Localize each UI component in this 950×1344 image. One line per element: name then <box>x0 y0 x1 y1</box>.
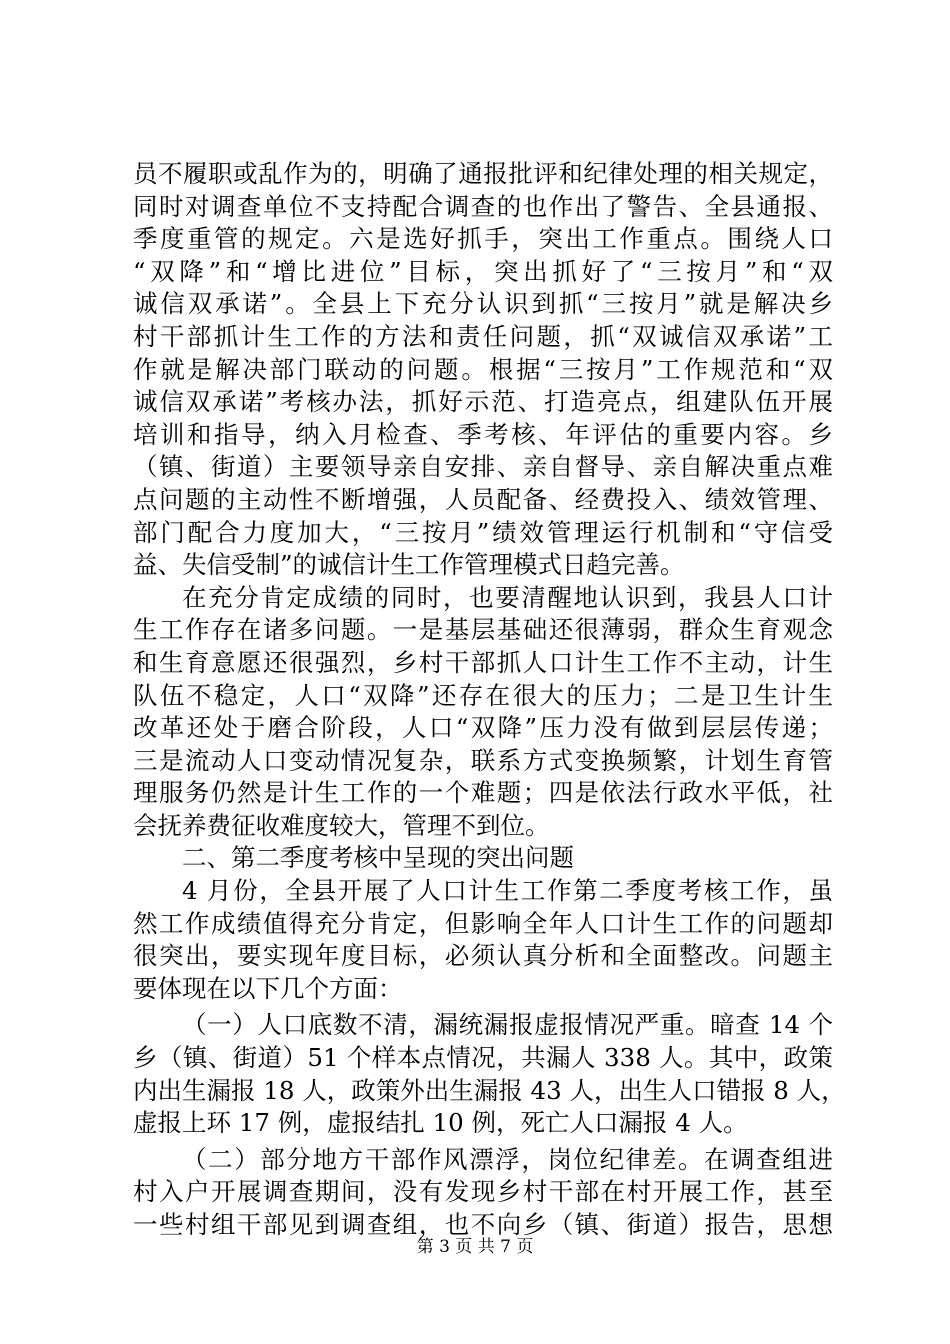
text-line: 诚信双承诺”。全县上下充分认识到抓“三按月”就是解决乡 <box>133 289 833 319</box>
text-line: 部门配合力度加大，“三按月”绩效管理运行机制和“守信受 <box>133 517 833 547</box>
text-line: 三是流动人口变动情况复杂，联系方式变换频繁，计划生育管 <box>133 745 833 775</box>
text-line: 培训和指导，纳入月检查、季考核、年评估的重要内容。乡 <box>133 419 833 449</box>
text-line: 作就是解决部门联动的问题。根据“三按月”工作规范和“双 <box>133 354 833 384</box>
text-line: 诚信双承诺”考核办法，抓好示范、打造亮点，组建队伍开展 <box>133 387 833 417</box>
text-line: 乡（镇、街道）51 个样本点情况，共漏人 338 人。其中，政策 <box>133 1043 833 1073</box>
text-line: （镇、街道）主要领导亲自安排、亲自督导、亲自解决重点难 <box>133 452 833 482</box>
text-line: 季度重管的规定。六是选好抓手，突出工作重点。围绕人口 <box>133 224 833 254</box>
text-line: 村入户开展调查期间，没有发现乡村干部在村开展工作，甚至 <box>133 1177 833 1207</box>
paragraph-first-line: 在充分肯定成绩的同时，也要清醒地认识到，我县人口计 <box>182 582 833 612</box>
text-line: 村干部抓计生工作的方法和责任问题，抓“双诚信双承诺”工 <box>133 321 833 351</box>
text-line: 然工作成绩值得充分肯定，但影响全年人口计生工作的问题却 <box>133 908 833 938</box>
section-heading: 二、第二季度考核中呈现的突出问题 <box>182 843 574 873</box>
text-line: 生工作存在诸多问题。一是基层基础还很薄弱，群众生育观念 <box>133 615 833 645</box>
paragraph-first-line: （二）部分地方干部作风漂浮，岗位纪律差。在调查组进 <box>182 1144 833 1174</box>
text-line: 理服务仍然是计生工作的一个难题；四是依法行政水平低，社 <box>133 778 833 808</box>
text-line: 很突出，要实现年度目标，必须认真分析和全面整改。问题主 <box>133 941 833 971</box>
text-line: “双降”和“增比进位”目标，突出抓好了“三按月”和“双 <box>133 256 833 286</box>
text-line: 内出生漏报 18 人，政策外出生漏报 43 人，出生人口错报 8 人， <box>133 1075 846 1105</box>
text-line: 改革还处于磨合阶段，人口“双降”压力没有做到层层传递； <box>133 713 833 743</box>
text-line: 队伍不稳定，人口“双降”还存在很大的压力；二是卫生计生 <box>133 680 833 710</box>
text-line: 员不履职或乱作为的，明确了通报批评和纪律处理的相关规定， <box>133 159 833 188</box>
paragraph-first-line: （一）人口底数不清，漏统漏报虚报情况严重。暗查 14 个 <box>182 1010 833 1040</box>
text-line: 要体现在以下几个方面： <box>133 973 403 1003</box>
text-line: 虚报上环 17 例，虚报结扎 10 例，死亡人口漏报 4 人。 <box>133 1108 748 1138</box>
page-number-footer: 第 3 页 共 7 页 <box>416 1237 534 1257</box>
text-line: 和生育意愿还很强烈，乡村干部抓人口计生工作不主动，计生 <box>133 647 833 677</box>
document-body <box>133 158 846 1242</box>
text-line: 一些村组干部见到调查组，也不向乡（镇、街道）报告，思想 <box>133 1210 833 1239</box>
text-line: 同时对调查单位不支持配合调查的也作出了警告、全县通报、 <box>133 191 833 221</box>
text-line: 益、失信受制”的诚信计生工作管理模式日趋完善。 <box>133 550 685 580</box>
paragraph-first-line: 4 月份，全县开展了人口计生工作第二季度考核工作，虽 <box>182 876 833 906</box>
text-line: 点问题的主动性不断增强，人员配备、经费投入、绩效管理、 <box>133 484 833 514</box>
text-line: 会抚养费征收难度较大，管理不到位。 <box>133 810 550 840</box>
